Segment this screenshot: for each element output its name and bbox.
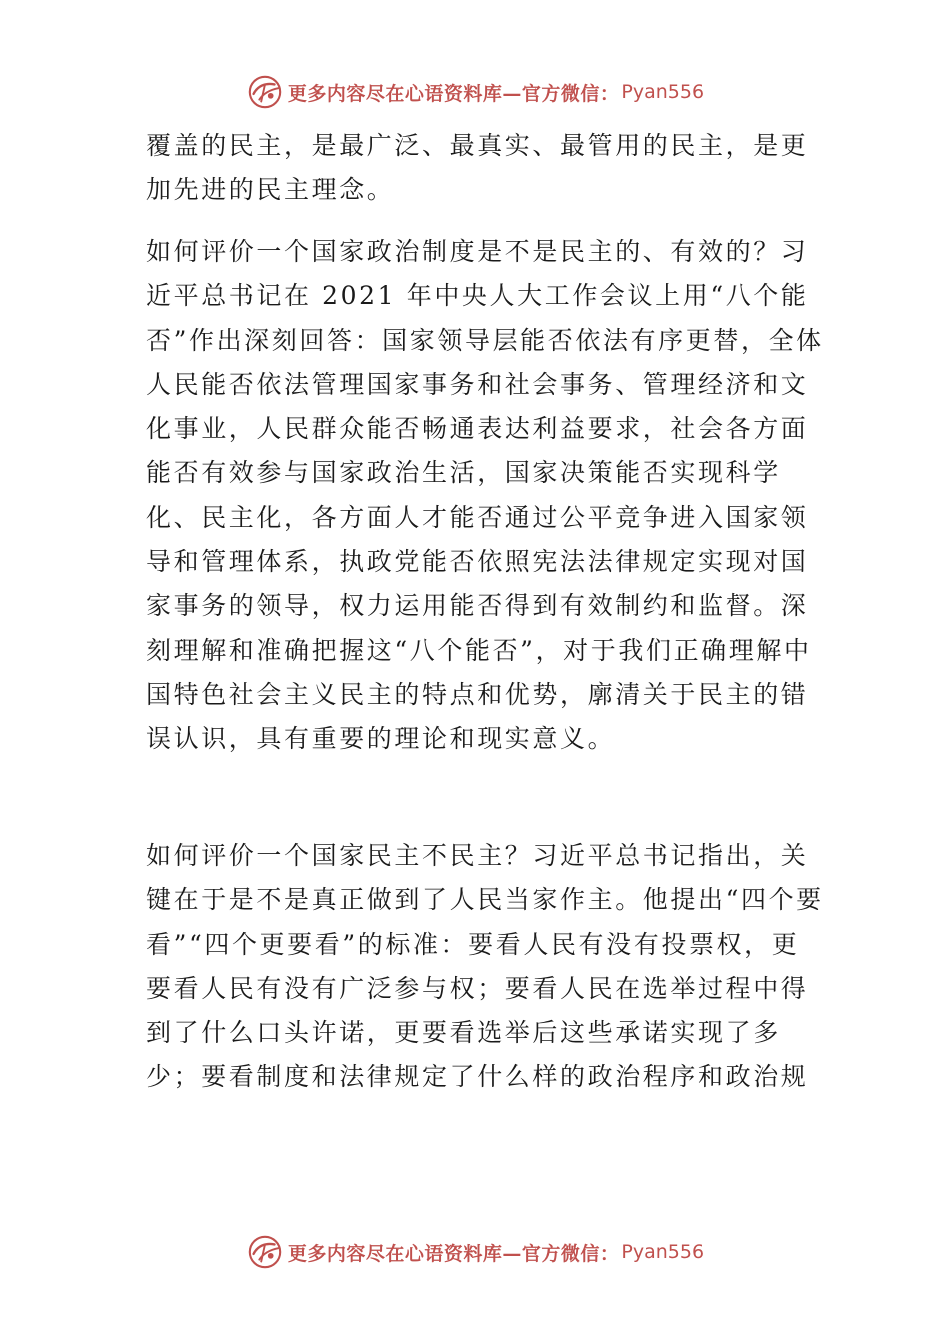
- watermark-wechat-id: Pyan556: [621, 81, 705, 103]
- watermark-logo-icon: [246, 1233, 284, 1271]
- footer-watermark: [0, 1230, 950, 1274]
- watermark-text: 更多内容尽在心语资料库—官方微信：: [287, 1242, 620, 1265]
- header-watermark: [0, 70, 950, 114]
- watermark-logo-icon: [246, 73, 284, 111]
- watermark-text: 更多内容尽在心语资料库—官方微信：: [287, 82, 620, 105]
- watermark-wechat-id: Pyan556: [621, 1241, 705, 1263]
- paragraph-2: 如何评价一个国家政治制度是不是民主的、有效的？习近平总书记在 2021 年中央人大工作会议上用“八个能否”作出深刻回答：国家领导层能否依法有序更替，全体人民能否依法管理国家事务和社会事务、管理经济和文化事业，人民群众能否畅通表达利益要求，社会各方面能否有效参与国家政治生活，国家决策能否实现科学化、民主化，各方面人才能否通过公平竞争进入国家领导和管理体系，执政党能否依照宪法法律规定实现对国家事务的领导，权力运用能否得到有效制约和监督。深刻理解和准确把握这“八个能否”，对于我们正确理解中国特色社会主义民主的特点和优势，廓清关于民主的错误认识，具有重要的理论和现实意义。: [146, 237, 824, 754]
- paragraph-1: 覆盖的民主，是最广泛、最真实、最管用的民主，是更加先进的民主理念。: [146, 131, 809, 205]
- paragraph-3: 如何评价一个国家民主不民主？习近平总书记指出，关键在于是不是真正做到了人民当家作主。他提出“四个要看”“四个更要看”的标准：要看人民有没有投票权，更要看人民有没有广泛参与权；要看人民在选举过程中得到了什么口头许诺，更要看选举后这些承诺实现了多少；要看制度和法律规定了什么样的政治程序和政治规: [146, 841, 824, 1092]
